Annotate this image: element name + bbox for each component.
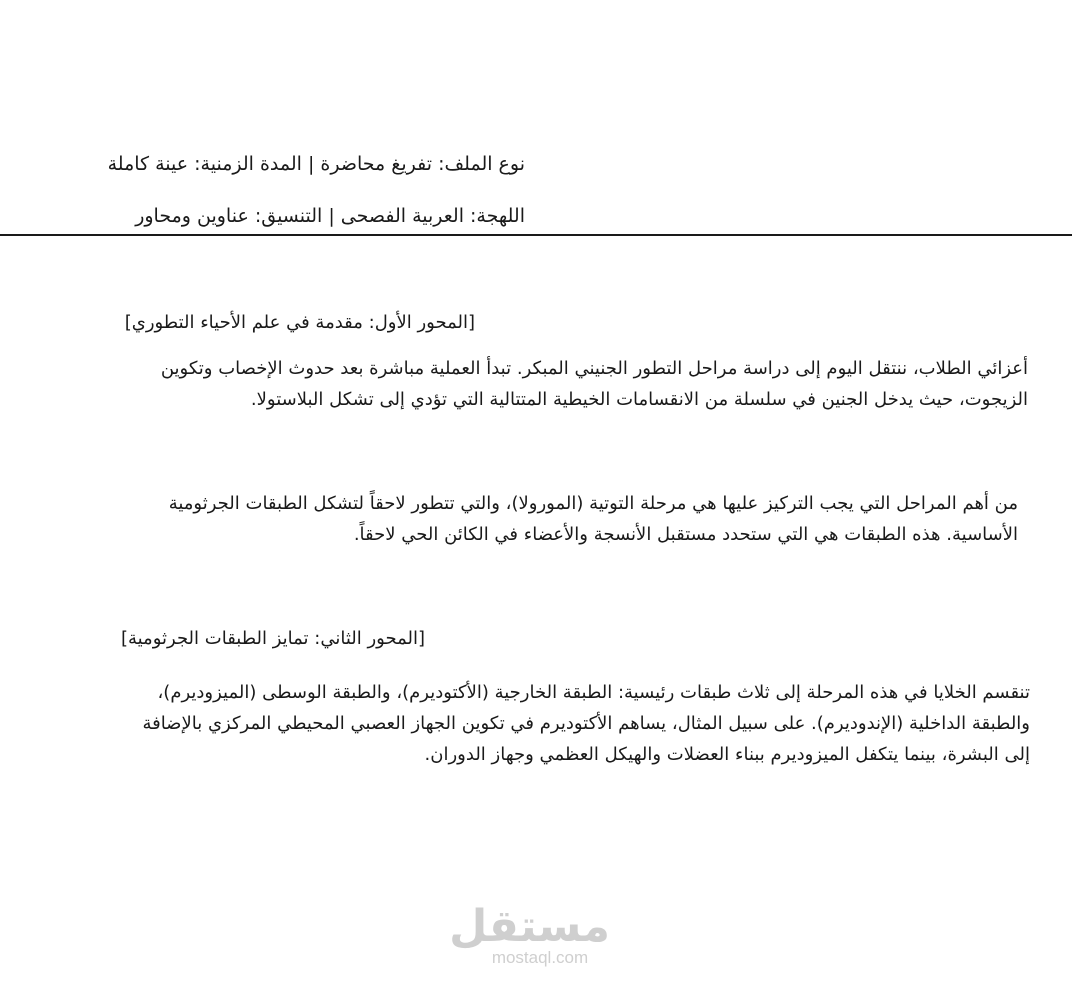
paragraph-germ-layers bbox=[142, 677, 1030, 770]
paragraph-line: والطبقة الداخلية (الإندوديرم). على سبيل المثال، يساهم الأكتوديرم في تكوين الجهاز العصبي المحيطي المركزي بالإضافة bbox=[142, 713, 1030, 734]
section-heading-2: [المحور الثاني: تمايز الطبقات الجرثومية] bbox=[120, 628, 425, 649]
section-heading-1: [المحور الأول: مقدمة في علم الأحياء التطوري] bbox=[124, 312, 475, 333]
header-divider bbox=[0, 234, 1072, 236]
paragraph-line: الأساسية. هذه الطبقات هي التي ستحدد مستقبل الأنسجة والأعضاء في الكائن الحي لاحقاً. bbox=[353, 524, 1018, 545]
watermark-logo: مستقل bbox=[449, 901, 610, 952]
paragraph-line: إلى البشرة، بينما يتكفل الميزوديرم ببناء العضلات والهيكل العظمي وجهاز الدوران. bbox=[424, 744, 1030, 765]
paragraph-intro bbox=[161, 353, 1028, 415]
paragraph-line: أعزائي الطلاب، ننتقل اليوم إلى دراسة مراحل التطور الجنيني المبكر. تبدأ العملية مباشرة بعد حدوث الإخصاب وتكوين bbox=[160, 358, 1028, 379]
paragraph-morula bbox=[169, 488, 1018, 550]
mostaql-watermark bbox=[449, 901, 610, 967]
dialect-format-meta: اللهجة: العربية الفصحى | التنسيق: عناوين ومحاور bbox=[135, 205, 525, 227]
file-type-meta: نوع الملف: تفريغ محاضرة | المدة الزمنية: عينة كاملة bbox=[107, 153, 525, 175]
paragraph-line: تنقسم الخلايا في هذه المرحلة إلى ثلاث طبقات رئيسية: الطبقة الخارجية (الأكتوديرم)، والطبقة الوسطى (الميزوديرم)، bbox=[157, 682, 1030, 703]
paragraph-line: الزيجوت، حيث يدخل الجنين في سلسلة من الانقسامات الخيطية المتتالية التي تؤدي إلى تشكل البلاستولا. bbox=[250, 389, 1028, 410]
watermark-url: mostaql.com bbox=[491, 948, 589, 967]
paragraph-line: من أهم المراحل التي يجب التركيز عليها هي مرحلة التوتية (المورولا)، والتي تتطور لاحقاً لتشكل الطبقات الجرثومية bbox=[168, 493, 1018, 514]
